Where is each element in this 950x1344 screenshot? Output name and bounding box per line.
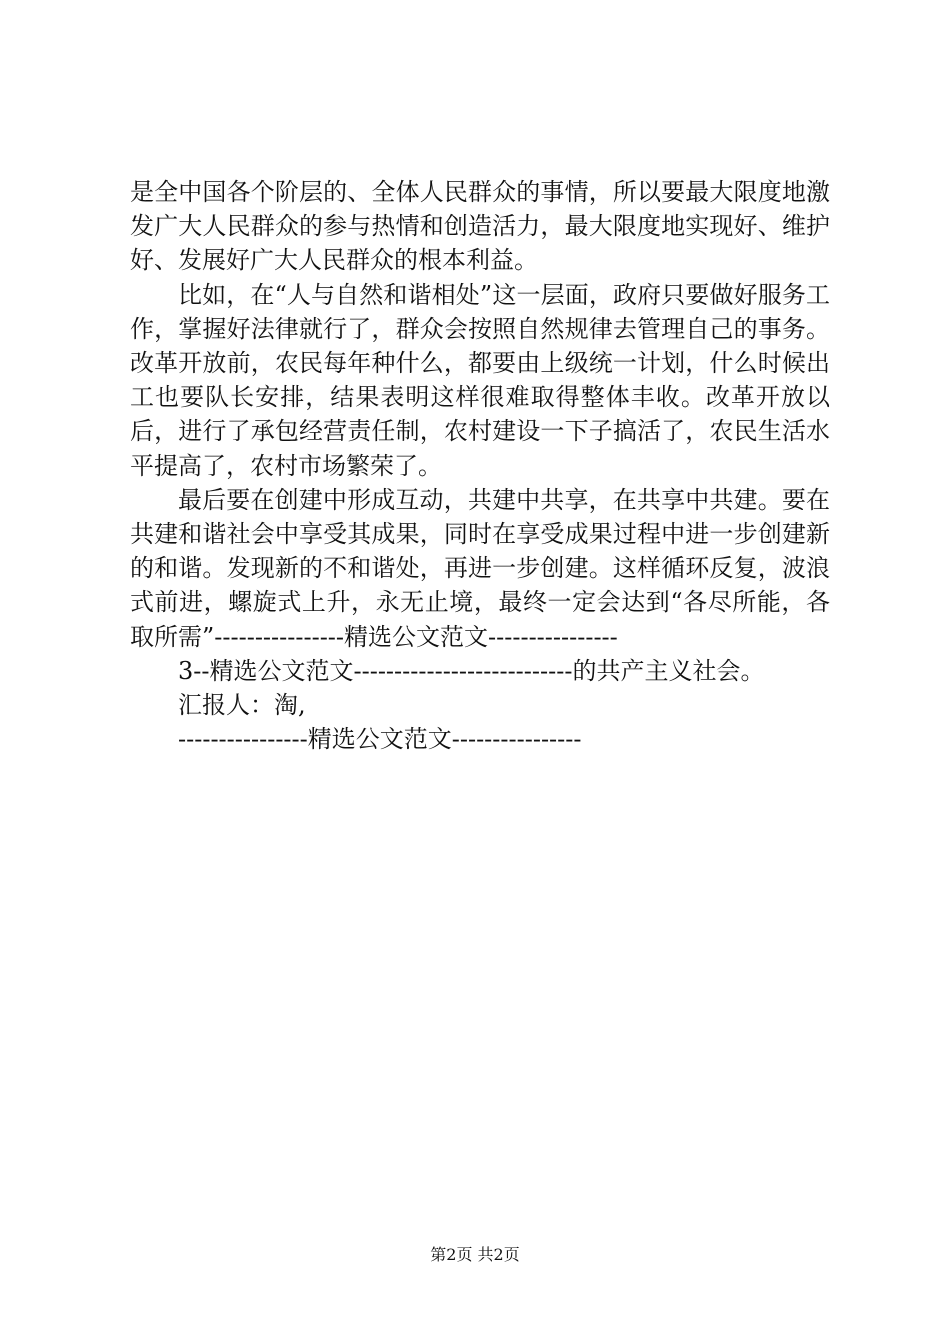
page-footer: 第2页 共2页 (430, 1245, 520, 1264)
reporter-line: 汇报人：淘, (178, 691, 306, 720)
paragraph-2: 比如，在“人与自然和谐相处”这一层面，政府只要做好服务工作，掌握好法律就行了，群众会按照自然规律去管理自己的事务。改革开放前，农民每年种什么，都要由上级统一计划，什么时候出工也要队长安排，结果表明这样很难取得整体丰收。改革开放以后，进行了承包经营责任制，农村建设一下子搞活了，农民生活水平提高了，农村市场繁荣了。 (130, 280, 830, 480)
paragraph-1: 是全中国各个阶层的、全体人民群众的事情，所以要最大限度地激发广大人民群众的参与热情和创造活力，最大限度地实现好、维护好、发展好广大人民群众的根本利益。 (130, 178, 830, 275)
paragraph-4: 3--精选公文范文---------------------------的共产主义社会。 (178, 656, 765, 685)
paragraph-3: 最后要在创建中形成互动，共建中共享，在共享中共建。要在共建和谐社会中享受其成果，同时在享受成果过程中进一步创建新的和谐。发现新的不和谐处，再进一步创建。这样循环反复，波浪式前进，螺旋式上升，永无止境，最终一定会达到“各尽所能，各取所需”----------------精选公文范文---------------- (130, 485, 830, 651)
closing-line: ----------------精选公文范文---------------- (178, 725, 582, 754)
document-body (130, 175, 830, 756)
